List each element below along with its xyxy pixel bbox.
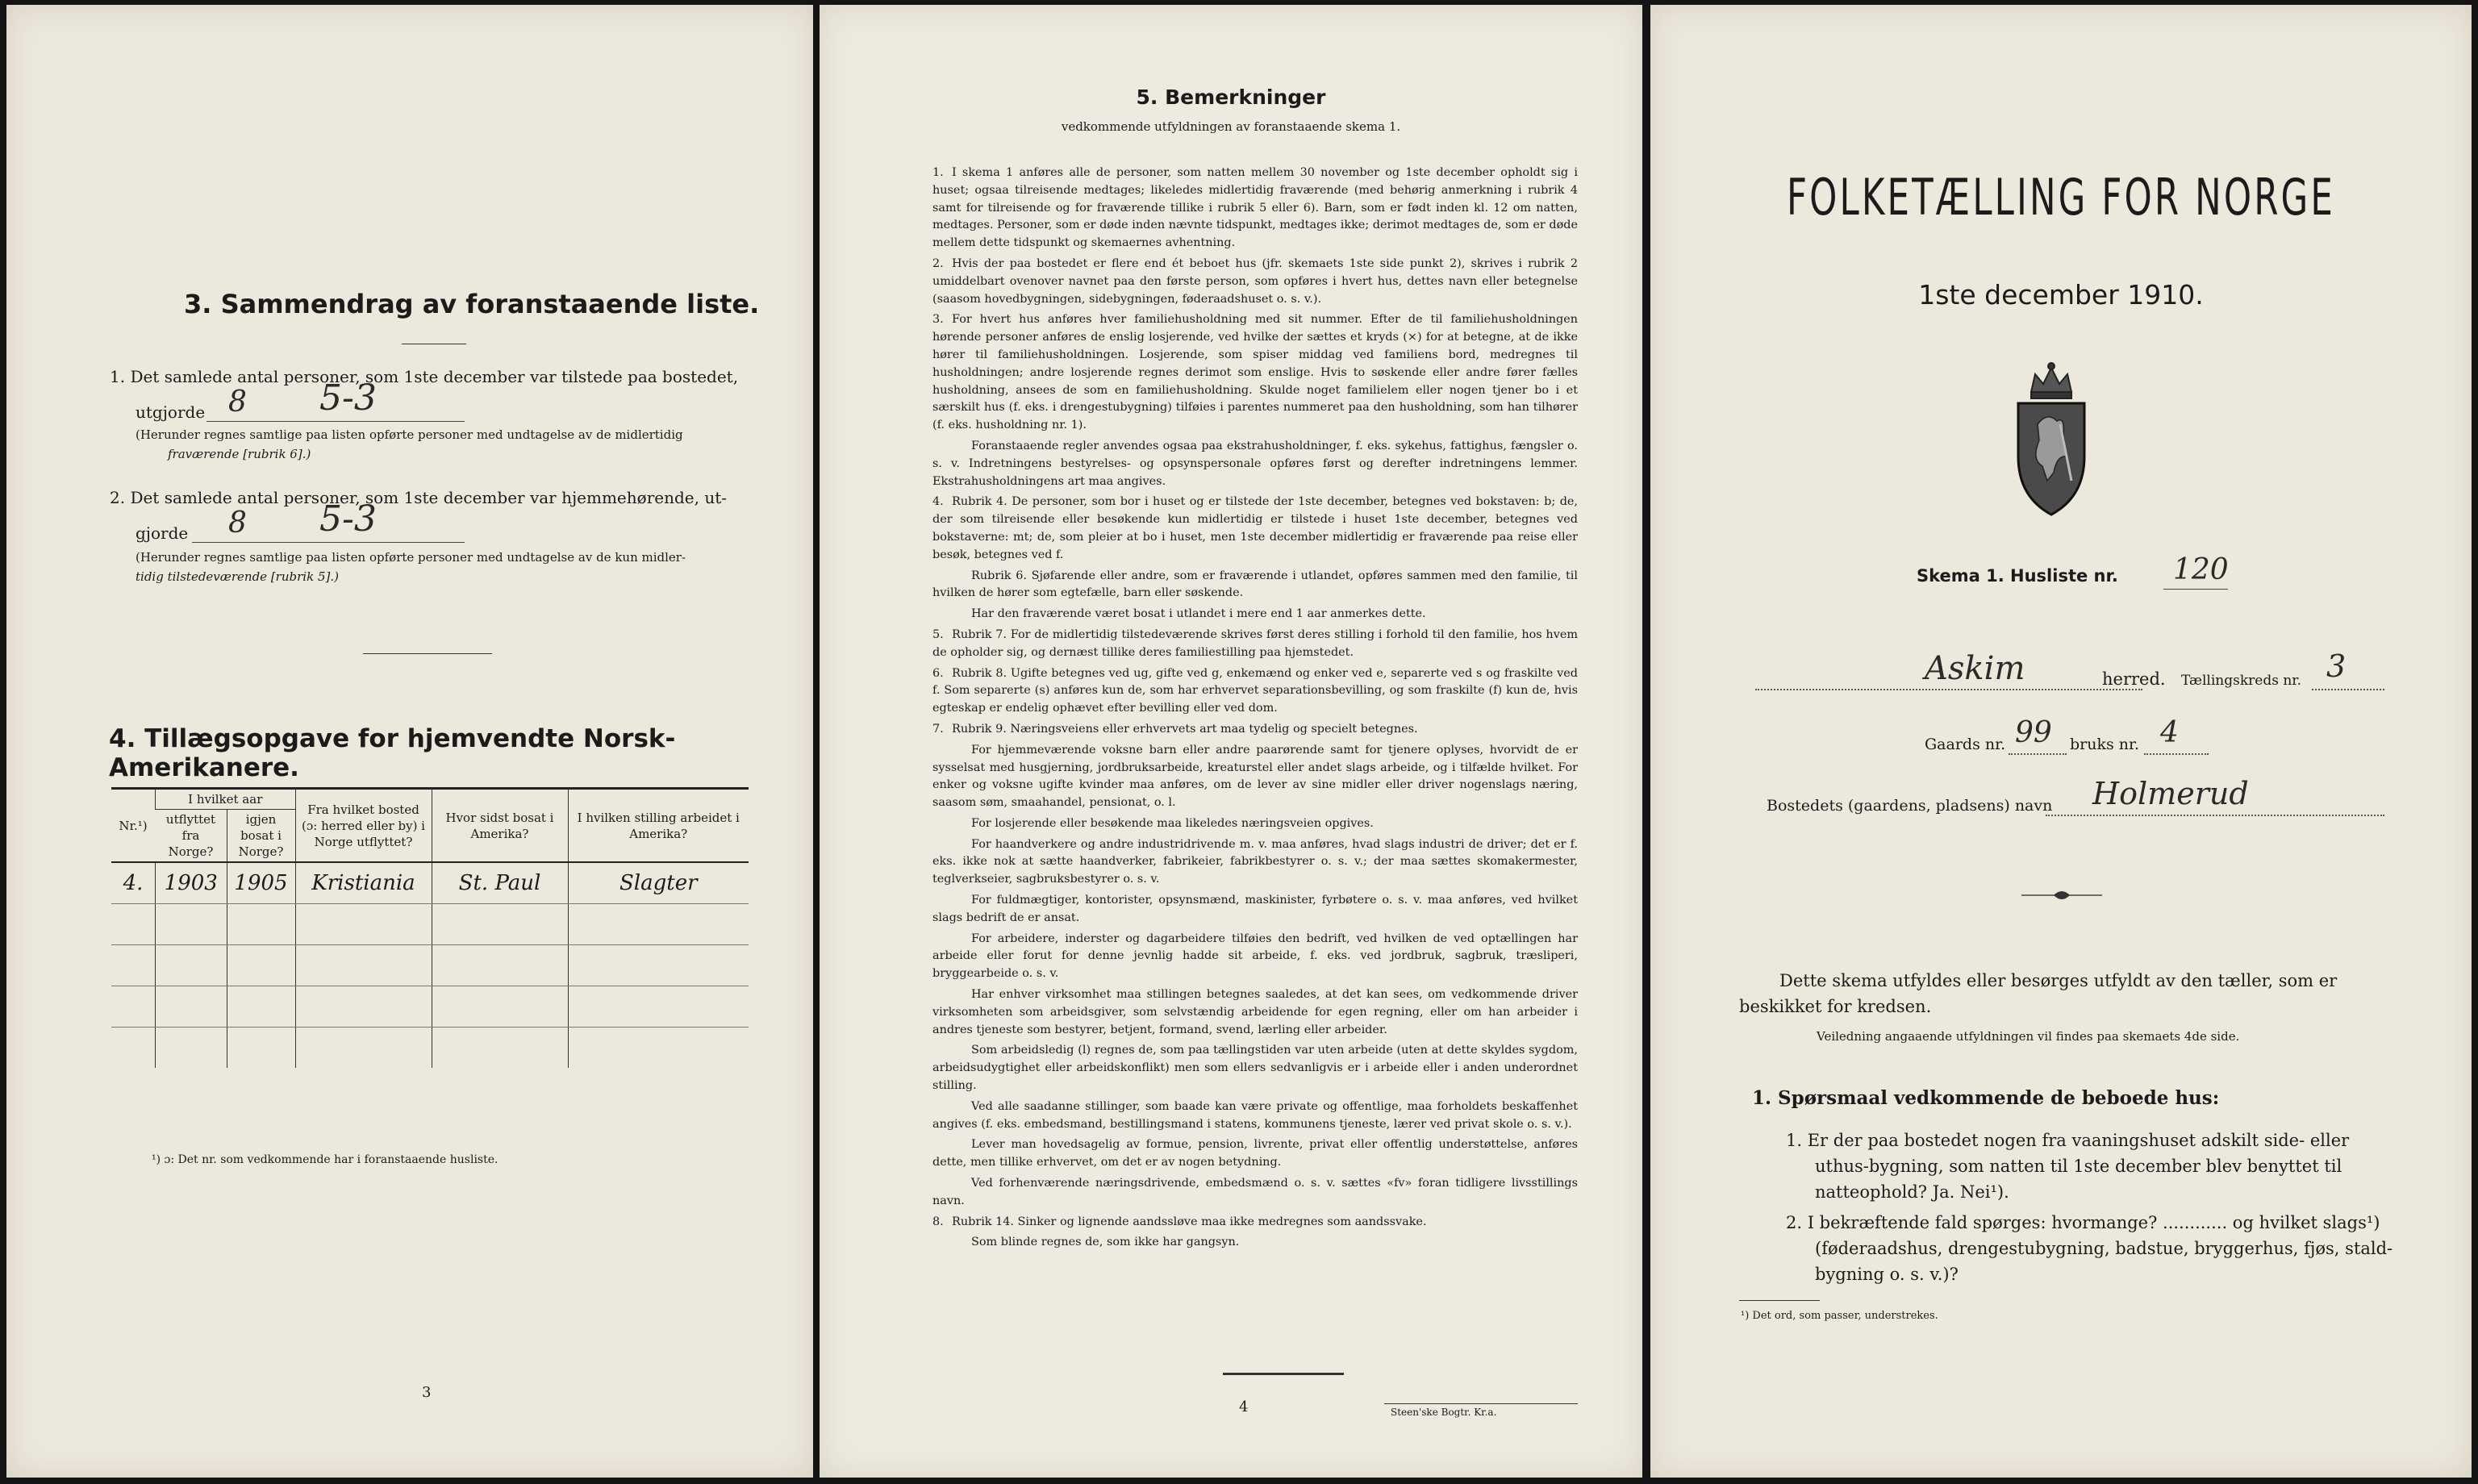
remark-item (932, 721, 1578, 739)
cell-from-where: Kristiania (295, 862, 432, 904)
section-4-title: 4. Tillægsopgave for hjemvendte Norsk-Amerikanere. (109, 724, 676, 782)
bruks-label: bruks nr. (2070, 736, 2140, 753)
cell-america-place: St. Paul (432, 862, 568, 904)
remark-number: 3. (932, 313, 944, 327)
remark-number: 5. (932, 627, 944, 641)
page-number: 3 (422, 1384, 432, 1401)
remark-item (932, 438, 1578, 490)
ornament-icon (2021, 887, 2102, 903)
coat-of-arms-icon (2007, 360, 2096, 521)
remark-text: Rubrik 7. For de midlertidig tilstedeværende skrives først deres stilling i forhold til den familie, hos hvem de opholder sig, og dernæst tillike deres familiestilling paa hjemstedet. (932, 627, 1578, 659)
item-2-line (192, 542, 465, 543)
remark-number: 6. (932, 666, 944, 680)
remark-text: Ved alle saadanne stillinger, som baade kan være private og offentlige, maa forholdets beskaffenhet angives (f. eks. embedsmand, bestillingsmand i statens, kommunens tjeneste, lærer ved privat skole o. s. v.). (932, 1099, 1578, 1131)
remark-item (932, 256, 1578, 308)
remark-text: Har enhver virksomhet maa stillingen betegnes saaledes, at det kan sees, om vedkommende driver virksomheten som arbeidsgiver, som selvstændig arbeidende for egen regning, eller om han arbeider i andres tjeneste som bestyrer, betjent, formand, svend, lærling eller arbeider. (932, 988, 1578, 1036)
remark-item (932, 665, 1578, 718)
remark-text: Rubrik 6. Sjøfarende eller andre, som er fraværende i utlandet, opføres sammen med den familie, til hvilken de hører som egtefælle, barn eller søskende. (932, 569, 1578, 600)
remark-item (932, 836, 1578, 889)
kreds-label: Tællingskreds nr. (2181, 673, 2301, 689)
table-row (111, 862, 749, 904)
remark-number: 1. (932, 166, 944, 179)
remark-text: For haandverkere og andre industridrivende m. v. maa anføres, hvad slags industri de driver; det er f. eks. ikke nok at sætte haandverker, fabrikeier, fabrikbestyrer o. s. v.; der maa sættes skomakermester, teglverkseier, sagbruksbestyrer o. s. v. (932, 837, 1578, 886)
remarks-list (932, 165, 1578, 1255)
gaards-label: Gaards nr. (1925, 736, 2006, 753)
question-2-a: 2. I bekræftende fald spørges: hvormange? ............ og hvilket slags¹) (1786, 1213, 2380, 1232)
kreds-line (2312, 689, 2384, 690)
bruks-line (2144, 753, 2209, 755)
remark-item (932, 165, 1578, 252)
remark-text: Rubrik 4. De personer, som bor i huset og er tilstede der 1ste december, betegnes ved bokstaven: b; de, der som tilreisende eller besøkende kun midlertidig er tilstede i huset 1ste december, betegnes ved bokstaverne: mt; de, som pleier at bo i huset, men 1ste december midlertidig er fraværende paa reise eller besøk, betegnes ved f. (932, 495, 1578, 561)
schema-label: Skema 1. Husliste nr. (1917, 566, 2118, 586)
intro-line-3: Veiledning angaaende utfyldningen vil findes paa skemaets 4de side. (1817, 1029, 2240, 1044)
col-from-where: Fra hvilket bosted (ɔ: herred eller by) i Norge utflyttet? (295, 789, 432, 863)
remark-item (932, 931, 1578, 983)
item-1-text: 1. Det samlede antal personer, som 1ste december var tilstede paa bostedet, (110, 367, 739, 386)
main-title: FOLKETÆLLING FOR NORGE (1787, 168, 2335, 227)
page-3 (6, 5, 813, 1478)
item-2-note-2: tidig tilstedeværende [rubrik 5].) (136, 569, 339, 584)
cell-occupation: Slagter (568, 862, 749, 904)
remark-item (932, 742, 1578, 812)
remark-number: 7. (932, 722, 944, 736)
kreds-value: 3 (2326, 648, 2347, 684)
item-2-value-b: 5-3 (319, 498, 377, 540)
table-row (111, 945, 749, 986)
herred-value: Askim (1925, 650, 2025, 687)
remark-item (932, 1175, 1578, 1211)
census-date: 1ste december 1910. (1918, 279, 2204, 311)
divider (363, 653, 492, 654)
remark-text: Som blinde regnes de, som ikke har gangsyn. (971, 1236, 1240, 1249)
printer-rule (1384, 1403, 1578, 1404)
husliste-line (2163, 589, 2228, 590)
table-row (111, 904, 749, 945)
footnote-rule (1739, 1300, 1820, 1301)
remark-text: Rubrik 8. Ugifte betegnes ved ug, gifte ved g, enkemænd og enker ved e, separerte ved s og fraskilte ved f. Som separerte (s) anføres kun de, som har erhvervet separationsbevilling, og som fraskilte (f) kun de, hvis egteskap er endelig ophævet efter bevilling eller ved dom. (932, 666, 1578, 715)
bosted-label: Bostedets (gaardens, pladsens) navn (1767, 797, 2053, 815)
bosted-value: Holmerud (2092, 776, 2249, 811)
col-emigrated: utflyttet fra Norge? (165, 812, 216, 859)
remark-item (932, 1234, 1578, 1252)
norsk-amerikanere-table (111, 787, 749, 1068)
remark-text: Lever man hovedsagelig av formue, pension, livrente, privat eller offentlig understøttelse, anføres dette, men tillike erhvervet, om det er av nogen betydning. (932, 1138, 1578, 1169)
remark-text: Rubrik 9. Næringsveiens eller erhvervets art maa tydelig og specielt betegnes. (952, 722, 1418, 736)
remark-text: For hvert hus anføres hver familiehusholdning med sit nummer. Efter de til familiehusholdningen hørende personer anføres de enslig losjerende, ved hvilke der sættes et kryds (×) for at betegne, at de ikke hører til familiehusholdningen. Losjerende, som spiser middag ved familiens bord, medregnes til husholdningen; andre losjerende regnes derimot som enslige. Hvis to søskende eller andre fører fælles husholdning, ansees de som en familiehusholdning. Skulde noget familielem eller nogen tjener bo i et særskilt hus (f. eks. i drengestubygning) tilføies i parentes nummeret paa den husholdning, som han tilhører (f. eks. husholdning nr. 1). (932, 313, 1578, 432)
remark-item (932, 1136, 1578, 1172)
col-year-group: I hvilket aar (156, 789, 296, 810)
question-2-c: bygning o. s. v.)? (1815, 1265, 1959, 1284)
gaards-value: 99 (2015, 716, 2052, 749)
col-returned: igjen bosat i Norge? (227, 810, 295, 863)
intro-line-2: beskikket for kredsen. (1739, 997, 1932, 1016)
remarks-subtitle: vedkommende utfyldningen av foranstaaende skema 1. (1061, 119, 1401, 134)
remark-item (932, 494, 1578, 564)
remark-number: 8. (932, 1215, 944, 1228)
question-2-b: (føderaadshus, drengestubygning, badstue, bryggerhus, fjøs, stald- (1815, 1239, 2393, 1258)
item-2-value-a: 8 (228, 506, 247, 540)
remark-item (932, 892, 1578, 928)
table-row (111, 986, 749, 1028)
remark-text: For fuldmægtiger, kontorister, opsynsmænd, maskinister, fyrbøtere o. s. v. maa anføres, ved hvilket slags bedrift de er ansat. (932, 894, 1578, 924)
remarks-title: 5. Bemerkninger (1136, 85, 1326, 109)
item-2-text: 2. Det samlede antal personer, som 1ste december var hjemmehørende, ut- (110, 488, 727, 507)
table-row (111, 1028, 749, 1069)
footnote: ¹) ɔ: Det nr. som vedkommende har i foranstaaende husliste. (152, 1153, 499, 1166)
item-1-line (206, 421, 465, 422)
page-1 (1650, 5, 2472, 1478)
item-1-value-a: 8 (228, 386, 247, 419)
gaards-line (2009, 753, 2067, 755)
bruks-value: 4 (2160, 716, 2179, 749)
remark-text: Foranstaaende regler anvendes ogsaa paa ekstrahusholdninger, f. eks. sykehus, fattighus, fængsler o. s. v. Indretningens bestyrelses- og opsynspersonale opføres først og derefter indretningens lemmer. Ekstrahusholdningens art maa angives. (932, 439, 1578, 488)
bosted-line (2046, 815, 2384, 816)
herred-line (1755, 689, 2142, 690)
remark-text: Rubrik 14. Sinker og lignende aandssløve maa ikke medregnes som aandssvake. (952, 1215, 1427, 1228)
questions-header: 1. Spørsmaal vedkommende de beboede hus: (1752, 1087, 2220, 1109)
remark-text: Ved forhenværende næringsdrivende, embedsmænd o. s. v. sættes «fv» foran tidligere livsstillings navn. (932, 1177, 1578, 1207)
remark-text: For hjemmeværende voksne barn eller andre paarørende samt for tjenere oplyses, hvorvidt de er sysselsat med husgjerning, jordbruksarbeide, kreaturstel eller andet slags arbeide, og i tilfælde hvilket. For enker og voksne ugifte kvinder maa anføres, om de lever av sine midler eller driver nogenslags næring, saasom søm, smaahandel, pensionat, o. l. (932, 743, 1578, 810)
question-1-c: natteophold? Ja. Nei¹). (1815, 1182, 2009, 1202)
page-number: 4 (1239, 1399, 1249, 1415)
col-america-place: Hvor sidst bosat i Amerika? (432, 789, 568, 863)
item-1-value-b: 5-3 (319, 377, 377, 419)
question-1-b: uthus-bygning, som natten til 1ste december blev benyttet til (1815, 1157, 2342, 1176)
intro-line-1: Dette skema utfyldes eller besørges utfyldt av den tæller, som er (1779, 971, 2338, 990)
remark-text: Har den fraværende været bosat i utlandet i mere end 1 aar anmerkes dette. (971, 607, 1426, 621)
remark-item (932, 627, 1578, 662)
section-3-title: 3. Sammendrag av foranstaaende liste. (184, 289, 760, 319)
remark-item (932, 1098, 1578, 1134)
remark-item (932, 606, 1578, 623)
husliste-nr: 120 (2173, 553, 2229, 586)
item-1-note-2: fraværende [rubrik 6].) (168, 447, 311, 461)
cell-emigrated: 1903 (156, 862, 227, 904)
item-2-prefix: gjorde (136, 523, 189, 543)
printer-imprint: Steen'ske Bogtr. Kr.a. (1391, 1407, 1497, 1418)
remark-item (932, 986, 1578, 1039)
remark-item (932, 1042, 1578, 1094)
item-1-note-1: (Herunder regnes samtlige paa listen opførte personer med undtagelse av de midlertidig (136, 427, 683, 442)
remark-text: For losjerende eller besøkende maa likeledes næringsveien opgives. (971, 816, 1374, 830)
item-1-prefix: utgjorde (136, 402, 206, 422)
remark-text: Som arbeidsledig (l) regnes de, som paa tællingstiden var uten arbeide (uten at dette skyldes sygdom, arbeidsudygtighet eller arbeidskonflikt) men som ellers sedvanligvis er i arbeide eller i anden underordnet stilling. (932, 1044, 1578, 1093)
item-2-note-1: (Herunder regnes samtlige paa listen opførte personer med undtagelse av de kun midler- (136, 550, 686, 565)
remark-text: Hvis der paa bostedet er flere end ét beboet hus (jfr. skemaets 1ste side punkt 2), skrives i rubrik 2 umiddelbart ovenover navnet paa den første person, som opføres i hvert hus, dettes navn eller betegnelse (saasom hovedbygningen, sidebygningen, føderaadshuset o. s. v.). (932, 256, 1578, 306)
page-4 (820, 5, 1642, 1478)
col-nr: Nr.¹) (119, 818, 148, 833)
remark-text: For arbeidere, inderster og dagarbeidere tilføies den bedrift, ved hvilken de ved optællingen har arbeide eller forut for denne jevnlig hadde sit arbeide, f. eks. ved jordbruk, sagbruk, træsliperi, bryggearbeide o. s. v. (932, 932, 1578, 981)
remark-text: I skema 1 anføres alle de personer, som natten mellem 30 november og 1ste december opholdt sig i huset; ogsaa tilreisende medtages; likeledes midlertidig fraværende (med behørig anmerkning i rubrik 4 samt for tilreisende og for fraværende tillike i rubrik 5 eller 6). Barn, som er født inden kl. 12 om natten, medtages. Personer, som er døde inden nævnte tidspunkt, medtages ikke; derimot medtages de, som er døde mellem dette tidspunkt og skemaernes avhentning. (932, 166, 1578, 250)
remark-number: 2. (932, 256, 944, 270)
question-1-a: 1. Er der paa bostedet nogen fra vaaningshuset adskilt side- eller (1786, 1131, 2350, 1150)
remark-item (932, 1214, 1578, 1232)
col-occupation: I hvilken stilling arbeidet i Amerika? (568, 789, 749, 863)
divider (1223, 1373, 1344, 1375)
cell-returned: 1905 (227, 862, 295, 904)
footnote: ¹) Det ord, som passer, understrekes. (1741, 1310, 1938, 1322)
remark-number: 4. (932, 495, 944, 509)
remark-item (932, 311, 1578, 435)
remark-item (932, 568, 1578, 603)
herred-label: herred. (2102, 669, 2166, 689)
cell-nr: 4. (111, 862, 156, 904)
remark-item (932, 815, 1578, 833)
